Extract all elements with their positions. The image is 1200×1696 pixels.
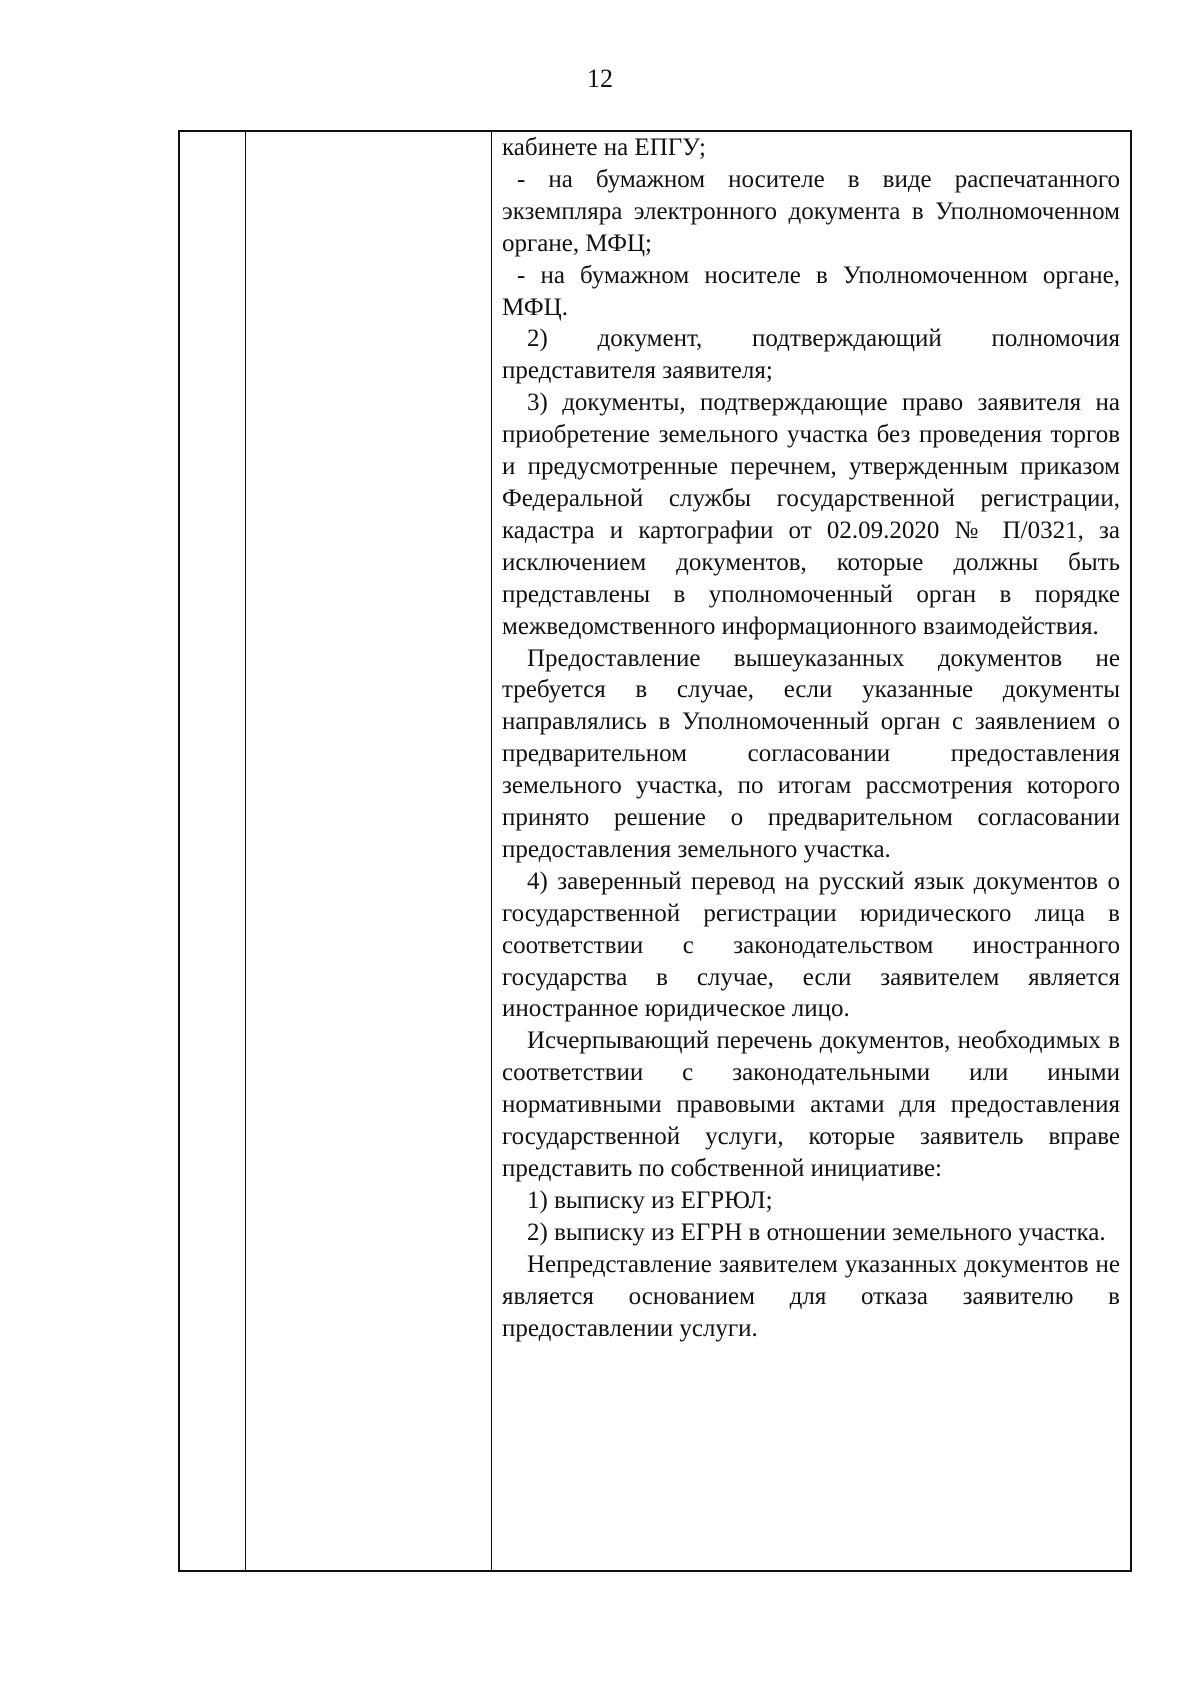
paragraph: 2) документ, подтверждающий полномочия представителя заявителя; (502, 325, 1120, 385)
table-column-number (180, 132, 246, 1570)
paragraph: кабинете на ЕПГУ; (502, 134, 706, 161)
paragraph: Исчерпывающий перечень документов, необходимых в соответствии с законодательными или иными нормативными правовыми актами для предоставления государственной услуги, которые заявитель вправе представить по собственной инициативе: (502, 1027, 1120, 1182)
page-number: 12 (587, 64, 613, 93)
document-table (178, 130, 1132, 1572)
paragraph: - на бумажном носителе в Уполномоченном органе, МФЦ. (502, 261, 1120, 321)
paragraph: Предоставление вышеуказанных документов не требуется в случае, если указанные документы направлялись в Уполномоченный орган с заявлением о предварительном согласовании предоставления земельного участка, по итогам рассмотрения которого принято решение о предварительном согласовании предоставления земельного участка. (502, 644, 1120, 863)
table-column-name (246, 132, 492, 1570)
paragraph: - на бумажном носителе в виде распечатанного экземпляра электронного документа в Уполномоченном органе, МФЦ; (502, 165, 1120, 257)
table-column-content (492, 132, 1130, 1570)
paragraph: 1) выписку из ЕГРЮЛ; (527, 1186, 773, 1214)
paragraph: 2) выписку из ЕГРН в отношении земельного участка. (527, 1218, 1106, 1246)
paragraph: 4) заверенный перевод на русский язык документов о государственной регистрации юридического лица в соответствии с законодательством иностранного государства в случае, если заявителем является иностранное юридическое лицо. (502, 867, 1120, 1023)
paragraph: 3) документы, подтверждающие право заявителя на приобретение земельного участка без проведения торгов и предусмотренные перечнем, утвержденным приказом Федеральной службы государственной регистрации, кадастра и картографии от 02.09.2020 № П/0321, за исключением документов, которые должны быть представлены в уполномоченный орган в порядке межведомственного информационного взаимодействия. (502, 389, 1120, 640)
paragraph: Непредставление заявителем указанных документов не является основанием для отказа заявителю в предоставлении услуги. (502, 1250, 1120, 1342)
